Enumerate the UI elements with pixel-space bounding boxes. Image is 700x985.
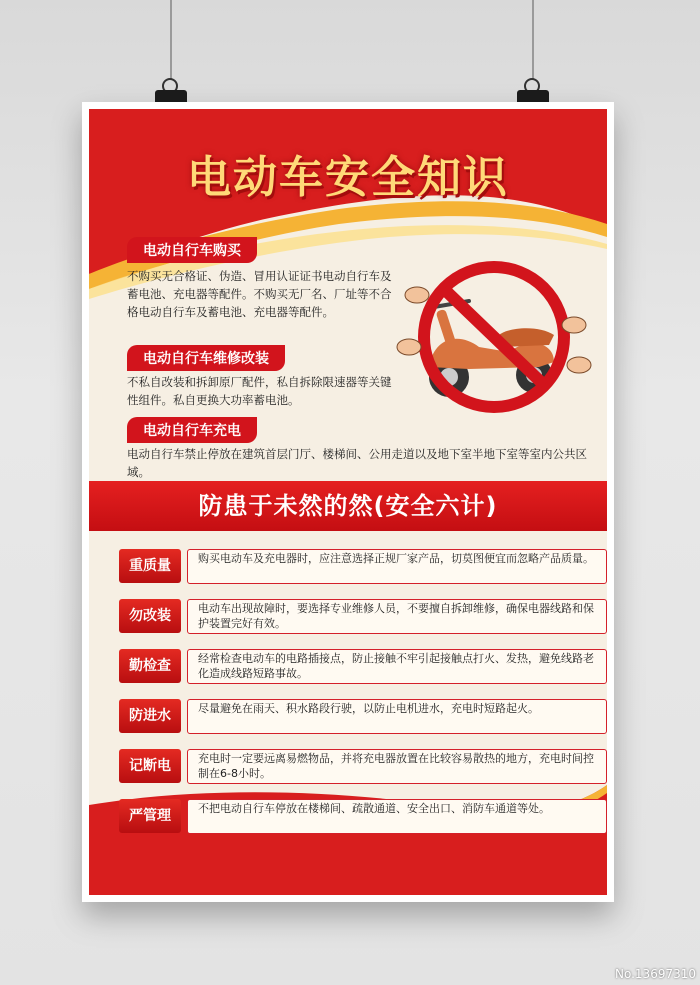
section-text-charging: 电动自行车禁止停放在建筑首层门厅、楼梯间、公用走道以及地下室半地下室等室内公共区域。 bbox=[127, 447, 587, 479]
tip-tag: 勿改装 bbox=[119, 599, 181, 633]
tip-text: 购买电动车及充电器时，应注意选择正规厂家产品，切莫图便宜而忽略产品质量。 bbox=[187, 549, 607, 584]
tip-row-waterproof bbox=[119, 699, 594, 737]
tip-tag: 防进水 bbox=[119, 699, 181, 733]
tip-tag: 重质量 bbox=[119, 549, 181, 583]
tip-row-inspect bbox=[119, 649, 594, 687]
tip-tag: 勤检查 bbox=[119, 649, 181, 683]
tip-row-power-off bbox=[119, 749, 594, 787]
safety-poster bbox=[82, 102, 614, 902]
section-label-repair: 电动自行车维修改装 bbox=[127, 345, 285, 371]
hanging-string-right bbox=[532, 0, 534, 80]
tip-row-management bbox=[119, 799, 594, 837]
tip-row-quality bbox=[119, 549, 594, 587]
tip-text: 经常检查电动车的电路插接点，防止接触不牢引起接触点打火、发热，避免线路老化造成线路短路事故。 bbox=[187, 649, 607, 684]
tip-text: 电动车出现故障时，要选择专业维修人员，不要擅自拆卸维修，确保电器线路和保护装置完好有效。 bbox=[187, 599, 607, 634]
no-modification-scooter-illustration bbox=[389, 257, 599, 417]
tip-tag: 记断电 bbox=[119, 749, 181, 783]
tip-row-no-modify bbox=[119, 599, 594, 637]
tip-text: 充电时一定要远离易燃物品，并将充电器放置在比较容易散热的地方，充电时间控制在6-8小时。 bbox=[187, 749, 607, 784]
hanging-string-left bbox=[170, 0, 172, 80]
tip-text: 尽量避免在雨天、积水路段行驶，以防止电机进水，充电时短路起火。 bbox=[187, 699, 607, 734]
section-label-charging: 电动自行车充电 bbox=[127, 417, 257, 443]
section-text-purchase: 不购买无合格证、伪造、冒用认证证书电动自行车及蓄电池、充电器等配件。不购买无厂名、厂址等不合格电动自行车及蓄电池、充电器等配件。 bbox=[127, 269, 392, 319]
six-tips-banner: 防患于未然的然(安全六计) bbox=[89, 481, 607, 531]
section-text-repair: 不私自改装和拆卸原厂配件，私自拆除限速器等关键性组件。私自更换大功率蓄电池。 bbox=[127, 375, 392, 407]
tip-tag: 严管理 bbox=[119, 799, 181, 833]
poster-title: 电动车安全知识 bbox=[187, 152, 509, 203]
image-id-watermark: No.13697310 bbox=[615, 967, 696, 981]
tip-text: 不把电动自行车停放在楼梯间、疏散通道、安全出口、消防车通道等处。 bbox=[187, 799, 607, 834]
section-label-purchase: 电动自行车购买 bbox=[127, 237, 257, 263]
